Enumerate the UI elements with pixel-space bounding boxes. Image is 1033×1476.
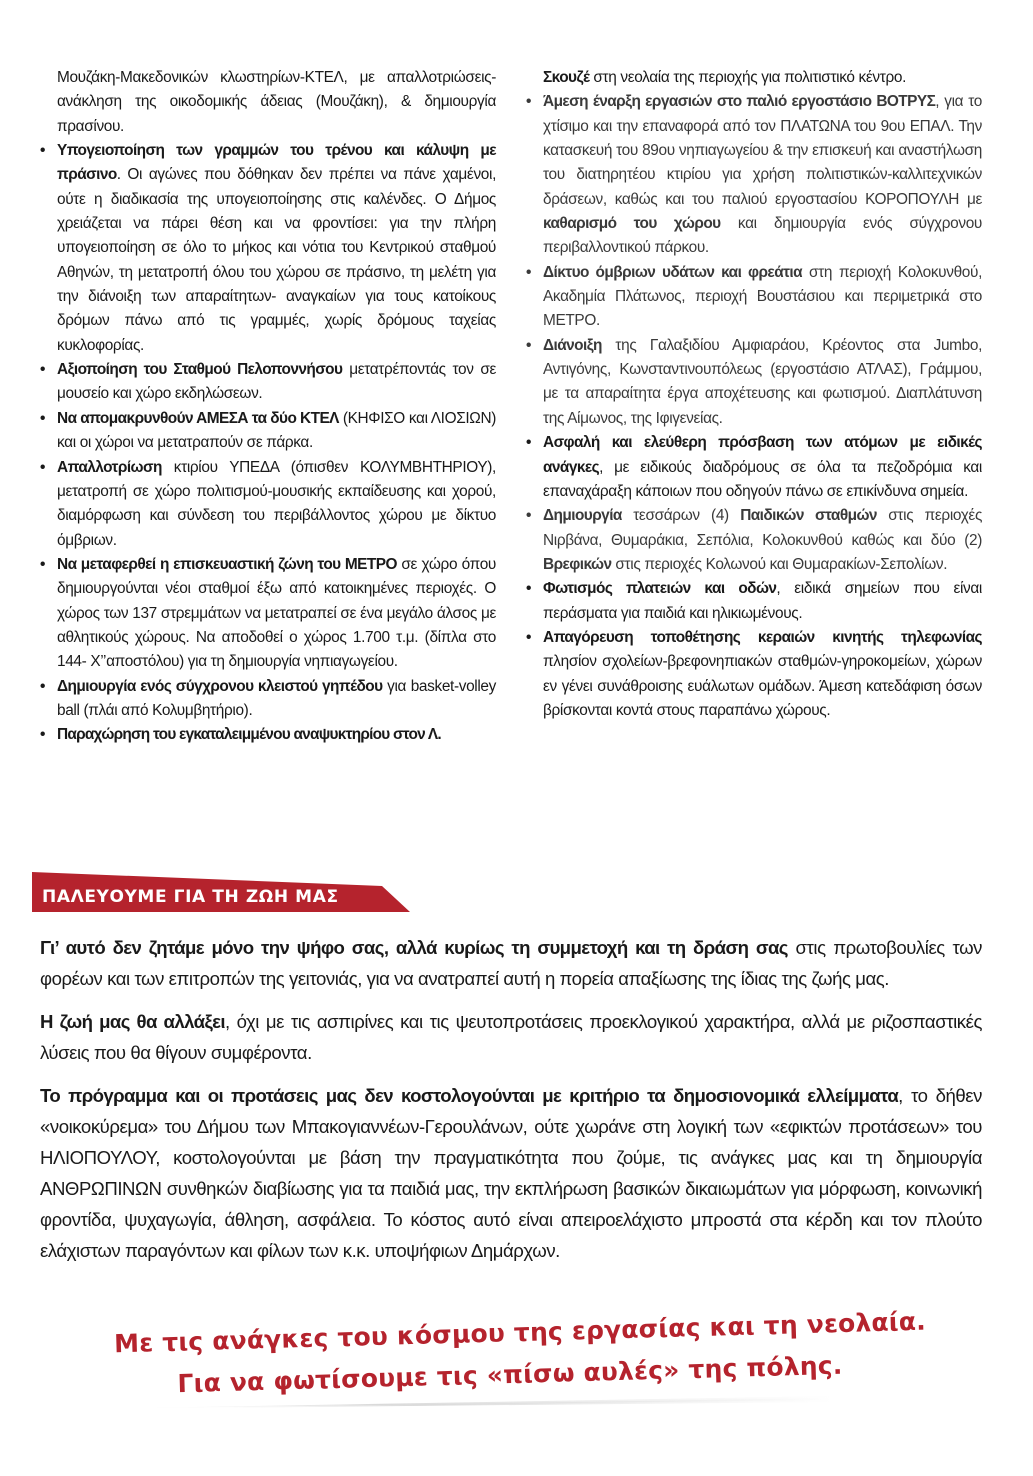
item-bold-text: Αξιοποίηση του Σταθμού Πελοποννήσου — [57, 361, 343, 379]
item-bold-text: Απαγόρευση τοποθέτησης κεραιών κινητής τηλεφωνίας — [543, 628, 982, 646]
item-bold-text: Παιδικών σταθμών — [740, 507, 877, 525]
right-column — [526, 66, 982, 723]
item-bold-text: Ασφαλή και ελεύθερη πρόσβαση των ατόμων με ειδικές ανάγκες — [543, 434, 982, 476]
bullet-icon: • — [526, 263, 532, 281]
list-item — [40, 456, 496, 553]
list-item — [40, 407, 496, 456]
intro-bold-text: Σκουζέ — [543, 69, 590, 86]
item-bold-text: Διάνοιξη — [543, 336, 602, 354]
item-text: σε χώρο όπου δημιουργούνται νέοι σταθμοί έξω από κατοικημένες περιοχές. Ο χώρος των 137 στρεμμάτων να μετατραπεί σε ένα μεγάλο άλσος με αθλητικούς χώρους. Να αποδοθεί ο χώρος 1.700 τ.μ. (δίπλα στο 144- Χ’’αποστόλου) για τη δημιουργία νηπιαγωγείου. — [57, 555, 496, 671]
list-item — [526, 577, 982, 626]
bullet-icon: • — [526, 507, 532, 525]
item-bold-text: Φωτισμός πλατειών και οδών — [543, 580, 777, 598]
item-bold-text: Απαλλοτρίωση — [57, 458, 162, 476]
list-item — [40, 675, 496, 724]
list-item — [40, 139, 496, 358]
item-bold-text: Δημιουργία ενός σύγχρονου κλειστού γηπέδου — [57, 677, 383, 695]
bullet-icon: • — [40, 361, 46, 379]
paragraph-bold-text: Γι’ αυτό δεν ζητάμε μόνο την ψήφο σας, αλλά κυρίως τη συμμετοχή και τη δράση σας — [40, 937, 788, 958]
list-item — [526, 504, 982, 577]
item-text: μετατρέποντάς τον σε μουσείο και χώρο εκδηλώσεων. — [57, 361, 496, 403]
list-item — [40, 358, 496, 407]
list-item — [526, 626, 982, 723]
slogan-line-2: Για να φωτίσουμε τις «πίσω αυλές» της πόλης. — [177, 1350, 843, 1399]
item-text: κτιρίου ΥΠΕΔΑ (όπισθεν ΚΟΛΥΜΒΗΤΗΡΙΟΥ), μετατροπή σε χώρο πολιτισμού-μουσικής εκπαίδευσης και χορού, διαμόρφωση και σύνδεση του περιβάλλοντος χώρου με δίκτυο όμβριων. — [57, 458, 496, 549]
intro-text: στη νεολαία της περιοχής για πολιτιστικό κέντρο. — [589, 69, 907, 86]
item-bold-text: Δημιουργία — [543, 507, 622, 525]
item-bold-text: Παραχώρηση του εγκαταλειμμένου αναψυκτηρίου στον Λ. — [57, 726, 441, 744]
item-text: στις περιοχές Κολωνού και Θυμαρακίων-Σεπολίων. — [611, 555, 948, 573]
body-paragraph — [40, 932, 982, 994]
paragraph-text: στις πρωτοβουλίες των φορέων και των επιτροπών της γειτονιάς, για να ανατραπεί αυτή η πορεία απαξίωσης της ίδιας της ζωής μας. — [40, 937, 982, 989]
left-column — [40, 66, 496, 748]
section-banner — [32, 872, 410, 912]
list-item — [40, 553, 496, 675]
bullet-icon: • — [526, 628, 532, 646]
banner-title: ΠΑΛΕΥΟΥΜΕ ΓΙΑ ΤΗ ΖΩΗ ΜΑΣ — [42, 887, 339, 907]
slogan-line-1: Με τις ανάγκες του κόσμου της εργασίας και τη νεολαία. — [113, 1306, 927, 1359]
bullet-icon: • — [40, 142, 46, 160]
bullet-icon: • — [526, 336, 532, 354]
bullet-icon: • — [40, 726, 46, 744]
left-intro-paragraph: Μουζάκη-Μακεδονικών κλωστηρίων-ΚΤΕΛ, με απαλλοτριώσεις-ανάκληση της οικοδομικής άδειας (Μουζάκη), & δημιουργία πρασίνου. — [57, 69, 496, 135]
item-text: πλησίον σχολείων-βρεφονηπιακών σταθμών-γηροκομείων, χώρων εν γένει συνάθροισης ευάλωτων ομάδων. Άμεση κατεδάφιση όσων βρίσκονται κοντά στους παραπάνω χώρους. — [543, 653, 982, 719]
bullet-icon: • — [40, 555, 46, 573]
paragraph-bold-text: Η ζωή μας θα αλλάξει — [40, 1011, 225, 1032]
body-paragraph — [40, 1006, 982, 1068]
list-item — [40, 723, 496, 747]
bullet-icon: • — [526, 93, 532, 111]
item-text: . Οι αγώνες που δόθηκαν δεν πρέπει να πάνε χαμένοι, ούτε η διαδικασία της υπογειοποίησης στις καλένδες. Ο Δήμος χρειάζεται να πάρει θέση και να φροντίσει: για την πλήρη υπογειοποίηση σε όλο το μήκος και νότια του Κεντρικού σταθμού Αθηνών, τη μετατροπή όλου του χώρου σε πράσινο, τη μελέτη για την διάνοιξη των απαραίτητων- αναγκαίων για τους κατοίκους δρόμων πάνω από τις γραμμές, χωρίς δρόμους ταχείας κυκλοφορίας. — [57, 166, 496, 354]
item-bold-text: Να απομακρυνθούν ΑΜΕΣΑ τα δύο ΚΤΕΛ — [57, 409, 339, 427]
item-bold-text: Βρεφικών — [543, 555, 612, 573]
item-text: τεσσάρων (4) — [621, 507, 741, 525]
paragraph-text: , όχι με τις ασπιρίνες και τις ψευτοπροτάσεις προεκλογικού χαρακτήρα, αλλά με ριζοσπαστικές λύσεις που θα θίγουν συμφέροντα. — [40, 1011, 982, 1063]
paragraph-bold-text: Το πρόγραμμα και οι προτάσεις μας δεν κοστολογούνται με κριτήριο τα δημοσιονομικά ελλείμματα — [40, 1085, 899, 1106]
body-paragraph — [40, 1080, 982, 1266]
bullet-icon: • — [526, 580, 532, 598]
item-text: και δημιουργία ενός σύγχρονου περιβαλλοντικού πάρκου. — [543, 215, 983, 257]
bullet-icon: • — [40, 409, 46, 427]
list-item — [526, 90, 982, 260]
bullet-icon: • — [40, 677, 46, 695]
list-item — [526, 431, 982, 504]
item-text: (ΚΗΦΙΣΟ και ΛΙΟΣΙΩΝ) και οι χώροι να μετατραπούν σε πάρκα. — [57, 409, 496, 452]
item-bold-text: καθαρισμό του χώρου — [543, 215, 721, 233]
item-text: , για το χτίσιμο και την επαναφορά από τον ΠΛΑΤΩΝΑ του 9ου ΕΠΑΛ. Την κατασκευή του 89ου νηπιαγωγείου & την επισκευή και αναστήλωση του διατηρητέου κτιρίου για χρήση πολιτιστικών-καλλιτεχνικών δράσεων, καθώς και του παλιού εργοστασίου ΚΟΡΟΠΟΥΛΗ με — [543, 93, 982, 208]
item-bold-text: Να μεταφερθεί η επισκευαστική ζώνη του ΜΕΤΡΟ — [57, 555, 397, 573]
item-bold-text: Υπογειοποίηση των γραμμών του τρένου και κάλυψη με πράσινο — [57, 142, 496, 184]
bullet-icon: • — [40, 458, 46, 476]
paragraph-text: , το δήθεν «νοικοκύρεμα» του Δήμου των Μπακογιαννέων-Γερουλάνων, ούτε χωράνε στη λογική των «εφικτών προτάσεων» του ΗΛΙΟΠΟΥΛΟΥ, κοστολογούνται με βάση την πραγματικότητα που ζούμε, τις ανάγκες μας και τη δημιουργία ΑΝΘΡΩΠΙΝΩΝ συνθηκών διαβίωσης για τα παιδιά μας, την εκπλήρωση βασικών δικαιωμάτων για μόρφωση, κοινωνική φροντίδα, ψυχαγωγία, άθληση, ασφάλεια. Το κόστος αυτό είναι απειροελάχιστο μπροστά στα κέρδη και τον πλούτο ελάχιστων παραγόντων και φίλων των κ.κ. υποψήφιων Δημάρχων. — [40, 1085, 982, 1261]
bullet-icon: • — [526, 434, 532, 452]
right-intro-paragraph — [526, 66, 982, 90]
right-bullet-list — [526, 90, 982, 723]
item-text: της Γαλαξιδίου Αμφιαράου, Κρέοντος στα Jumbo, Αντιγόνης, Κωνσταντινουπόλεως (εργοστάσιο ΑΤΛΑΣ), Γράμμου, με τα απαραίτητα έργα αποχέτευσης και φωτισμού. Διαπλάτυνση της Αίμωνος, της Ιφιγενείας. — [543, 336, 982, 427]
item-text: στη περιοχή Κολοκυνθού, Ακαδημία Πλάτωνος, περιοχή Βουστάσιου και περιμετρικά στο ΜΕΤΡΟ. — [543, 263, 982, 330]
body-text — [40, 932, 982, 1278]
item-text: στις περιοχές Νιρβάνα, Θυμαράκια, Σεπόλια, Κολοκυνθού καθώς και δύο (2) — [543, 507, 983, 549]
item-text: , ειδικά σημείων που είναι περάσματα για παιδιά και ηλικιωμένους. — [543, 580, 982, 622]
item-text: , με ειδικούς διαδρόμους σε όλα τα πεζοδρόμια και επαναχάραξη κάποιων που οδηγούν πάνω σε επικίνδυνα σημεία. — [543, 458, 982, 500]
list-item — [526, 334, 982, 431]
item-bold-text: Άμεση έναρξη εργασιών στο παλιό εργοστάσιο ΒΟΤΡΥΣ — [543, 93, 936, 111]
list-item — [526, 261, 982, 334]
left-bullet-list — [40, 139, 496, 748]
item-text: για basket-volley ball (πλάι από Κολυμβητήριο). — [57, 677, 496, 719]
item-bold-text: Δίκτυο όμβριων υδάτων και φρεάτια — [543, 263, 803, 281]
slogan-underline-shadow — [135, 1396, 835, 1408]
